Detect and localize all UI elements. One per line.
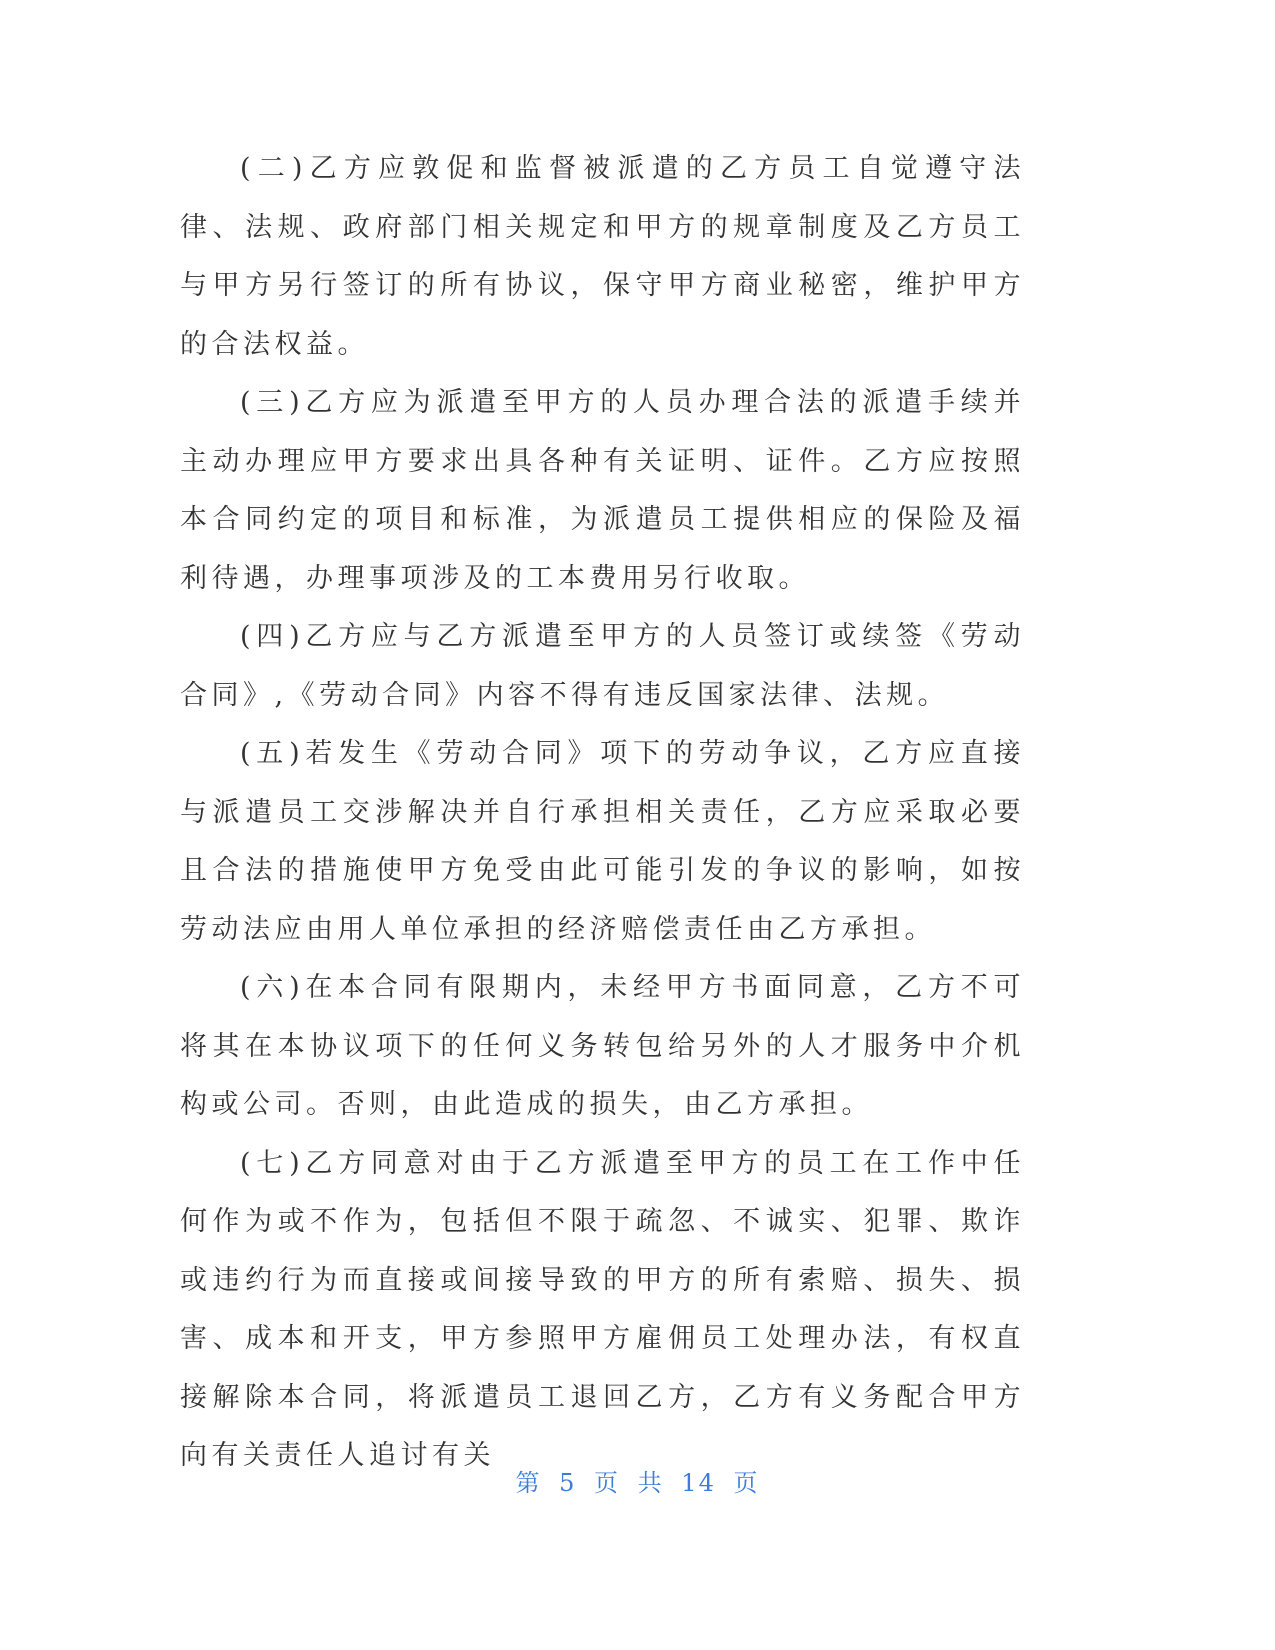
paragraph-4: (四)乙方应与乙方派遣至甲方的人员签订或续签《劳动合同》,《劳动合同》内容不得有违反国家法律、法规。 — [180, 621, 1025, 711]
paragraph-5: (五)若发生《劳动合同》项下的劳动争议，乙方应直接与派遣员工交涉解决并自行承担相关责任，乙方应采取必要且合法的措施使甲方免受由此可能引发的争议的影响，如按劳动法应由用人单位承担的经济赔偿责任由乙方承担。 — [180, 738, 1025, 945]
paragraph-7: (七)乙方同意对由于乙方派遣至甲方的员工在工作中任何作为或不作为，包括但不限于疏忽、不诚实、犯罪、欺诈或违约行为而直接或间接导致的甲方的所有索赔、损失、损害、成本和开支，甲方参照甲方雇佣员工处理办法，有权直接解除本合同，将派遣员工退回乙方，乙方有义务配合甲方向有关责任人追讨有关 — [180, 1147, 1025, 1471]
document-body — [180, 140, 1025, 1486]
page-number-footer: 第 5 页 共 14 页 — [515, 1469, 760, 1497]
paragraph-6: (六)在本合同有限期内，未经甲方书面同意，乙方不可将其在本协议项下的任何义务转包给另外的人才服务中介机构或公司。否则，由此造成的损失，由乙方承担。 — [180, 972, 1025, 1120]
paragraph-3: (三)乙方应为派遣至甲方的人员办理合法的派遣手续并主动办理应甲方要求出具各种有关证明、证件。乙方应按照本合同约定的项目和标准，为派遣员工提供相应的保险及福利待遇，办理事项涉及的工本费用另行收取。 — [180, 387, 1025, 594]
paragraph-2: (二)乙方应敦促和监督被派遣的乙方员工自觉遵守法律、法规、政府部门相关规定和甲方的规章制度及乙方员工与甲方另行签订的所有协议，保守甲方商业秘密，维护甲方的合法权益。 — [180, 153, 1025, 360]
